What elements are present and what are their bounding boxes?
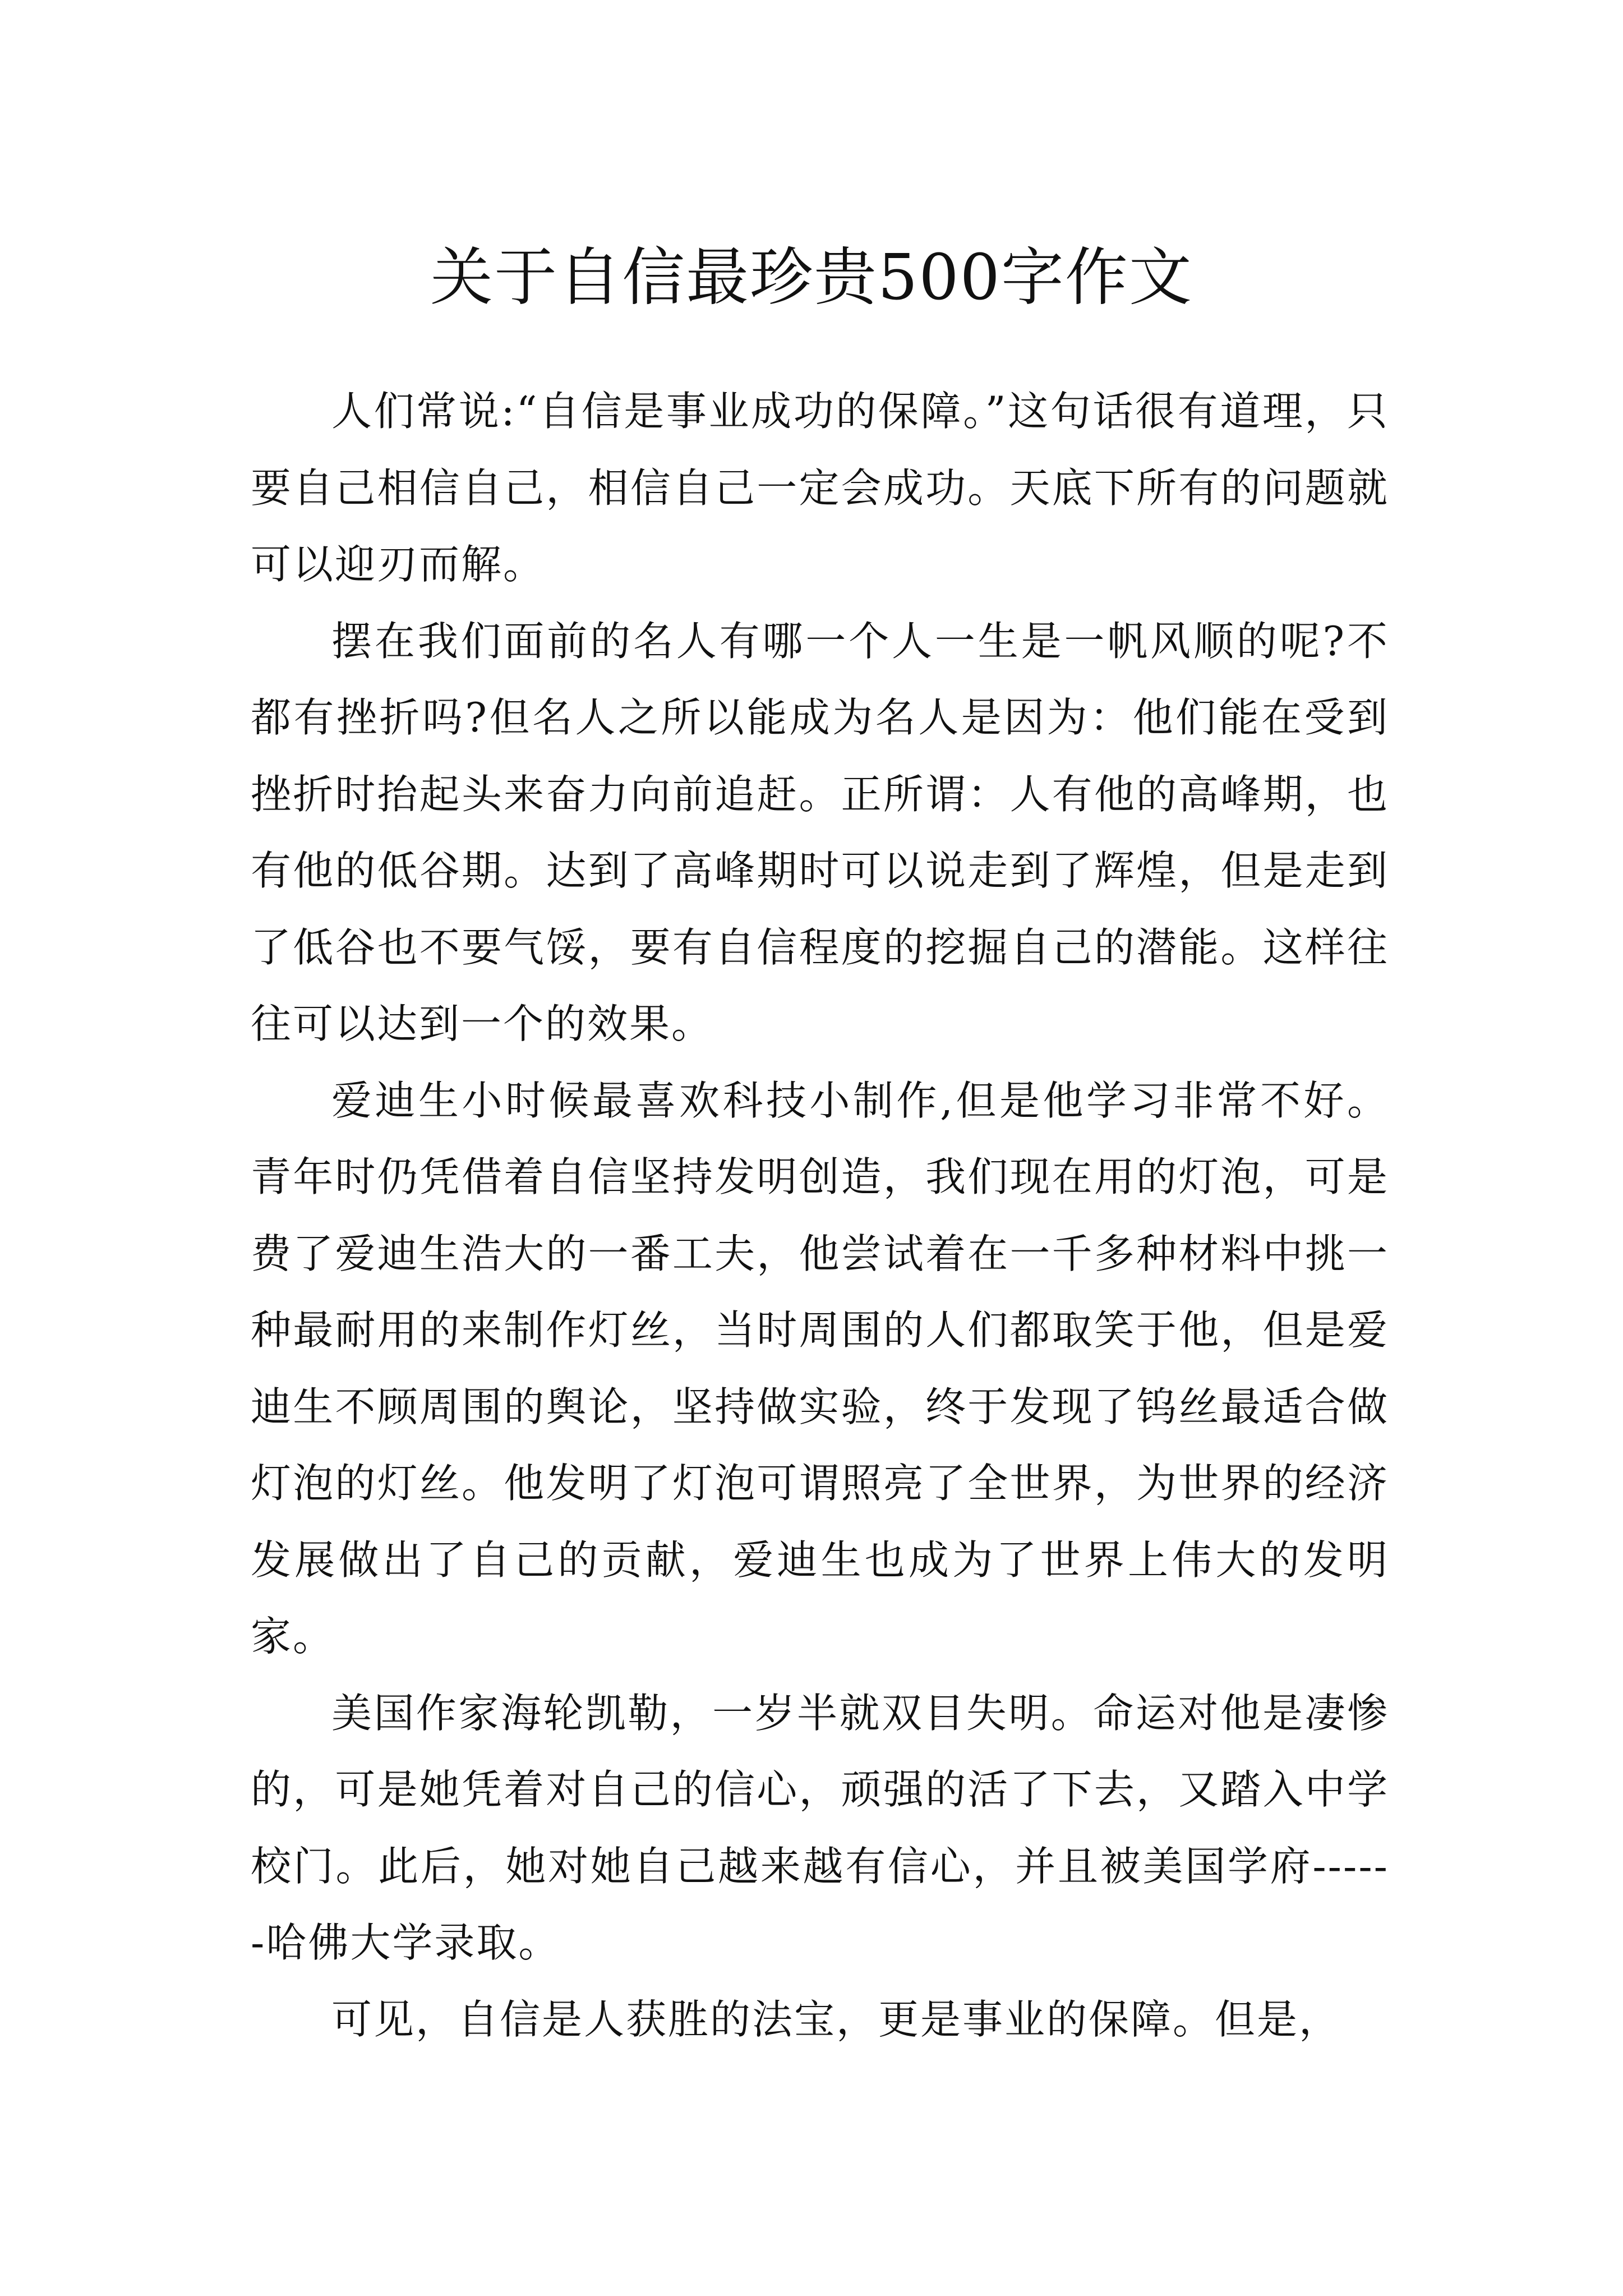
paragraph-5: 可见，自信是人获胜的法宝，更是事业的保障。但是， [331,1995,1341,2043]
paragraph-3: 爱迪生小时候最喜欢科技小制作,但是他学习非常不好。青年时仍凭借着自信坚持发明创造，我们现在用的灯泡，可是费了爱迪生浩大的一番工夫，他尝试着在一千多种材料中挑一种最耐用的来制作灯丝，当时周围的人们都取笑于他，但是爱迪生不顾周围的舆论，坚持做实验，终于发现了钨丝最适合做灯泡的灯丝。他发明了灯泡可谓照亮了全世界，为世界的经济发展做出了自己的贡献，爱迪生也成为了世界上伟大的发明家。 [251,1076,1389,1660]
document-body [251,373,1389,2058]
paragraph-2: 摆在我们面前的名人有哪一个人一生是一帆风顺的呢?不都有挫折吗?但名人之所以能成为名人是因为：他们能在受到挫折时抬起头来奋力向前追赶。正所谓：人有他的高峰期，也有他的低谷期。达到了高峰期时可以说走到了辉煌，但是走到了低谷也不要气馁，要有自信程度的挖掘自己的潜能。这样往往可以达到一个的效果。 [251,617,1389,1047]
paragraph-1: 人们常说:“自信是事业成功的保障。”这句话很有道理，只要自己相信自己，相信自己一定会成功。天底下所有的问题就可以迎刃而解。 [251,388,1389,588]
document-title: 关于自信最珍贵500字作文 [430,241,1193,315]
paragraph-4: 美国作家海轮凯勒，一岁半就双目失明。命运对他是凄惨的，可是她凭着对自己的信心，顽强的活了下去，又踏入中学校门。此后，她对她自己越来越有信心，并且被美国学府------哈佛大学录取。 [251,1689,1389,1966]
